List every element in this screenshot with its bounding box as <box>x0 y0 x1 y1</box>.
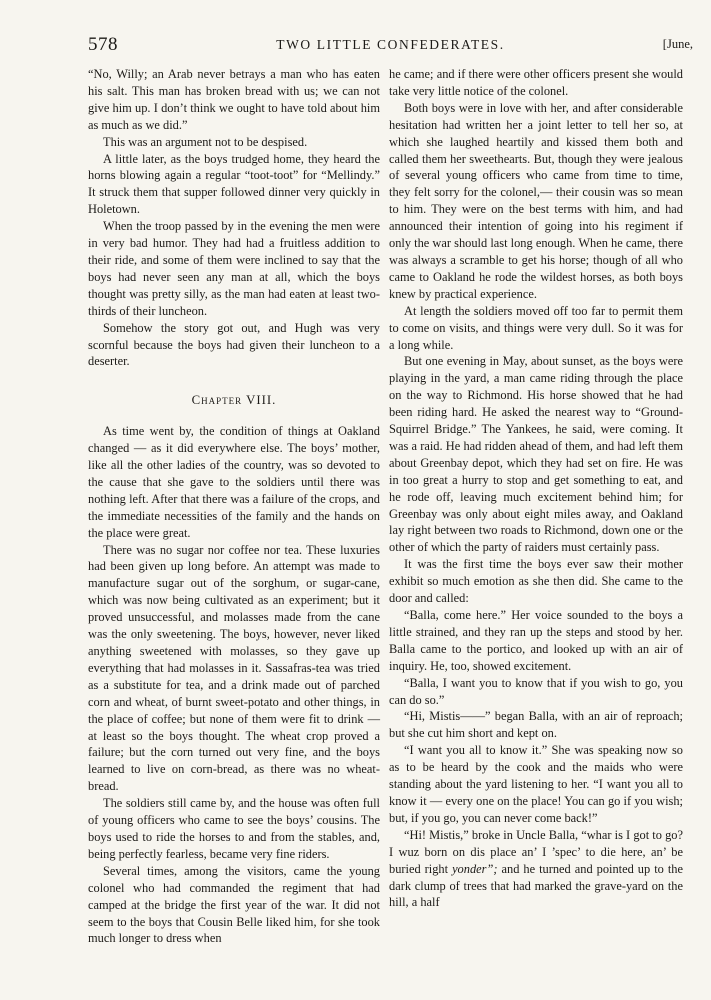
paragraph-continuation: he came; and if there were other officers present she would take very little notice of the colonel. <box>389 67 683 98</box>
paragraph: “Balla, come here.” Her voice sounded to the boys a little strained, and they ran up the steps and stood by her. Balla came to the portico, and looked up with an air of inquiry. He, too, showed excitement. <box>389 608 683 673</box>
paragraph: “No, Willy; an Arab never betrays a man who has eaten his salt. This man has broken bread with us; we can not give him up. I don’t think we ought to have told about him as much as we did.” <box>88 67 380 132</box>
paragraph: A little later, as the boys trudged home, they heard the horns blowing again a regular “toot-toot” for “Mellindy.” It struck them that supper followed dinner very quickly in Holetown. <box>88 151 380 217</box>
emphasis-text: yonder”; <box>452 861 498 876</box>
paragraph: This was an argument not to be despised. <box>103 134 308 149</box>
paragraph-text: and he turned and pointed up to the dark clump of trees that had marked the grave-yard on the hill, a half <box>389 861 683 910</box>
paragraph: “I want you all to know it.” She was speaking now so as to be heard by the cook and the maids who were standing about the yard listening to her. “I want you all to know it — every one on the place! You can go if you wish; but, if you go, you can never come back!” <box>389 743 683 825</box>
left-column <box>88 66 380 947</box>
paragraph <box>389 827 683 912</box>
chapter-heading: Chapter VIII. <box>191 393 277 408</box>
right-column <box>389 66 683 911</box>
issue-month: [June, <box>662 37 693 51</box>
paragraph: The soldiers still came by, and the house was often full of young officers who came to see the boys’ cousins. The boys used to ride the horses to and from the stables, and, being perfectly fearless, became very fine riders. <box>88 796 380 861</box>
page-header <box>88 34 693 58</box>
paragraph: Several times, among the visitors, came the young colonel who had commanded the regiment that had camped at the bridge the first year of the war. It did not seem to the boys that Cousin Belle liked him, for she took much longer to dress when <box>88 863 380 946</box>
paragraph-text: “Hi! Mistis,” broke in Uncle Balla, “whar is I got to go? I wuz born on dis place an’ I ’spec’ to die here, an’ be buried right <box>389 827 683 876</box>
paragraph: Somehow the story got out, and Hugh was very scornful because the boys had given their luncheon to a deserter. <box>88 320 380 369</box>
paragraph: But one evening in May, about sunset, as the boys were playing in the yard, a man came riding through the place on the way to Richmond. His horse showed that he had been riding hard. He asked the nearest way to “Ground-Squirrel Bridge.” The Yankees, he said, were coming. It was a raid. He had ridden ahead of them, and had left them about Greenbay depot, which they had set on fire. He was in too great a hurry to stop and get something to eat, and he rode off, leaving much excitement behind him; for Greenbay was only about eight miles away, and Oakland lay right between two roads to Richmond, down one or the other of which the party of raiders must certainly pass. <box>389 354 683 555</box>
paragraph: When the troop passed by in the evening the men were in very bad humor. They had had a fruitless addition to their ride, and some of them were inclined to say that the boys had never seen any man at all, which the boys thought was pretty silly, as the man had eaten at least two-thirds of their luncheon. <box>88 219 380 318</box>
paragraph: As time went by, the condition of things at Oakland changed — as it did everywhere else. The boys’ mother, like all the other ladies of the country, was so devoted to the cause that she gave to the soldiers until there was nothing left. After that there was a failure of the crops, and the immediate necessities of the family and the hands on the place were great. <box>88 424 380 540</box>
paragraph: It was the first time the boys ever saw their mother exhibit so much emotion as she then did. She came to the door and called: <box>389 557 683 606</box>
paragraph: At length the soldiers moved off too far to permit them to come on visits, and things were very dull. So it was for a long while. <box>389 303 683 352</box>
paragraph: “Hi, Mistis——” began Balla, with an air of reproach; but she cut him short and kept on. <box>389 709 683 741</box>
paragraph: “Balla, I want you to know that if you wish to go, you can do so.” <box>389 675 683 707</box>
paragraph: There was no sugar nor coffee nor tea. These luxuries had been given up long before. An attempt was made to manufacture sugar out of the sorghum, or sugar-cane, which was now being cultivated as an experiment; but it proved unsuccessful, and molasses made from the cane was the only sweetening. The boys, however, never liked anything sweetened with molasses, so they gave up everything that had molasses in it. Sassafras-tea was tried as a substitute for tea, and a drink made out of parched corn and wheat, of burnt sweet-potato and other things, in the place of coffee; but none of them were fit to drink — at least so the boys thought. The wheat crop proved a failure; but the corn turned out very fine, and the boys learned to live on corn-bread, as there was no wheat-bread. <box>88 542 380 794</box>
page-number: 578 <box>88 34 118 55</box>
paragraph: Both boys were in love with her, and after considerable hesitation had written her a joint letter to tell her so, at which she laughed heartily and kissed them both and called them her sweethearts. But, though they were jealous of several young officers who came from time to time, they felt sorry for the colonel,— their cousin was so mean to him. They were on the best terms with him, and had announced their intention of going into his regiment if only the war should last long enough. When he came, there was always a scramble to get his horse; though of all who came to Oakland he rode the wildest horses, as both boys knew by practical experience. <box>389 100 683 301</box>
running-title: TWO LITTLE CONFEDERATES. <box>276 37 505 52</box>
